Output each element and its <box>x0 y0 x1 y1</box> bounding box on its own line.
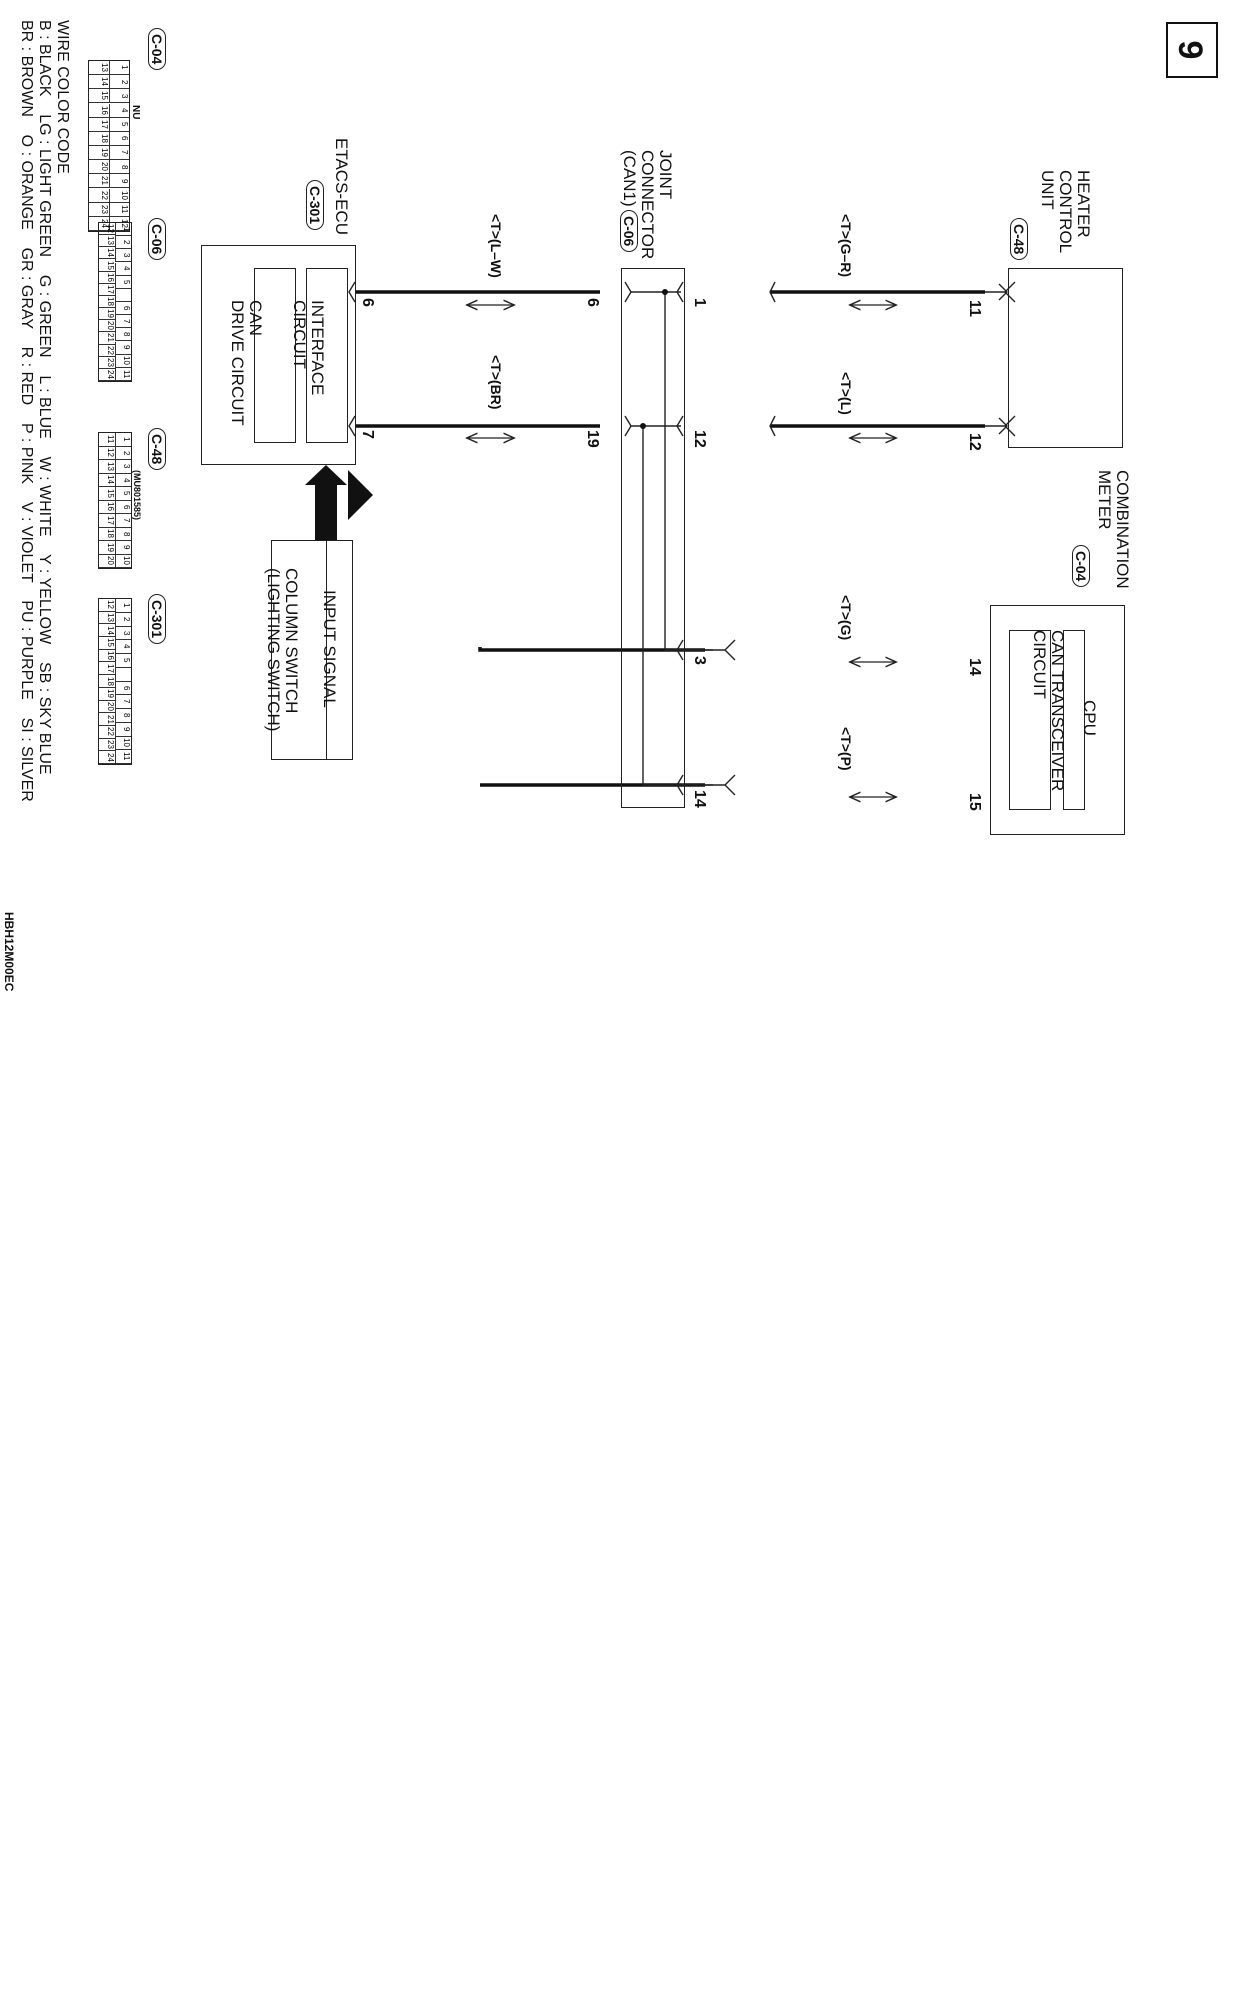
input-title: INPUT SIGNAL <box>320 590 339 708</box>
pin-cell: 10 <box>115 355 131 368</box>
pin-cell: 22 <box>89 189 109 203</box>
joint-name: JOINT CONNECTOR (CAN1) <box>620 150 675 260</box>
meter-pin-a: 14 <box>966 658 983 676</box>
meter-pin-b: 15 <box>966 793 983 811</box>
pin-cell: 6 <box>115 302 131 315</box>
legend-line1: B : BLACK LG : LIGHT GREEN G : GREEN L : BLUE W : WHITE Y : YELLOW SB : SKY BLUE <box>36 20 53 775</box>
signal-heater-a: <T>(G–R) <box>838 214 854 278</box>
pin-cell: 6 <box>115 682 131 696</box>
pin-cell: 18 <box>99 296 115 308</box>
pin-cell: 2 <box>115 236 131 249</box>
pin-cell: 20 <box>99 555 115 569</box>
input-thick-arrowhead <box>305 465 347 485</box>
page-number: 9 <box>1166 22 1218 78</box>
joint-pin-1: 1 <box>691 298 708 307</box>
pin-cell: 15 <box>89 89 109 103</box>
pin-cell: 21 <box>89 174 109 188</box>
heater-connector-tag: C-48 <box>1010 218 1028 260</box>
meter-connector-tag: C-04 <box>1072 545 1090 587</box>
pin-cell: 11 <box>99 433 115 447</box>
pin-cell: 18 <box>99 528 115 542</box>
pin-cell: 4 <box>115 640 131 654</box>
c06-face <box>98 222 132 382</box>
pin-cell: 5 <box>115 654 131 668</box>
pin-cell: 2 <box>109 75 129 89</box>
pin-cell: 10 <box>109 189 129 203</box>
pin-cell: 20 <box>99 701 115 714</box>
pin-cell: 9 <box>115 342 131 355</box>
signal-heater-b: <T>(L) <box>838 372 854 415</box>
pin-cell: 3 <box>115 249 131 262</box>
pin-cell: 19 <box>99 688 115 701</box>
pin-cell: 5 <box>115 487 131 501</box>
pin-cell: 6 <box>115 501 131 515</box>
meter-cpu-label: CPU <box>1080 700 1099 736</box>
signal-meter-b: <T>(P) <box>838 727 854 771</box>
pin-cell: 3 <box>115 460 131 474</box>
pin-cell: 24 <box>99 369 115 381</box>
c04-note: NU <box>130 105 141 120</box>
pin-cell: 22 <box>99 726 115 739</box>
pin-cell: 9 <box>115 541 131 555</box>
pin-cell: 4 <box>109 104 129 118</box>
page-code: HBH12M00EC <box>2 912 16 992</box>
pin-cell: 12 <box>99 447 115 461</box>
joint-pin-14: 14 <box>691 790 708 808</box>
pin-cell: 8 <box>115 528 131 542</box>
joint-connector-tag: C-06 <box>620 210 638 252</box>
pin-cell: 14 <box>89 75 109 89</box>
pin-cell: 8 <box>109 160 129 174</box>
c48-face <box>98 432 132 569</box>
joint-pin-6: 6 <box>584 298 601 307</box>
heater-name: HEATER CONTROL UNIT <box>1038 170 1093 254</box>
pin-cell: 8 <box>115 709 131 723</box>
pin-cell: 22 <box>99 345 115 357</box>
input-text: COLUMN SWITCH (LIGHTING SWITCH) <box>264 568 301 732</box>
pin-cell: 7 <box>115 695 131 709</box>
pin-cell: 8 <box>115 328 131 341</box>
pin-cell: 12 <box>99 599 115 612</box>
pin-cell: 24 <box>99 751 115 764</box>
heater-control-unit-box <box>1008 268 1123 448</box>
legend-title: WIRE COLOR CODE <box>54 20 71 174</box>
pin-cell: 13 <box>99 235 115 247</box>
pin-cell: 12 <box>109 217 129 231</box>
pin-cell: 17 <box>99 662 115 675</box>
pin-cell <box>115 668 131 682</box>
pin-cell: 19 <box>89 146 109 160</box>
pin-cell: 4 <box>115 263 131 276</box>
pin-cell: 15 <box>99 637 115 650</box>
pin-cell: 16 <box>89 104 109 118</box>
input-thick-arrow <box>315 480 337 540</box>
pin-cell: 18 <box>99 675 115 688</box>
pin-cell: 16 <box>99 501 115 515</box>
legend-line2: BR : BROWN O : ORANGE GR : GRAY R : RED P : PINK V : VIOLET PU : PURPLE SI : SILVER <box>18 20 35 802</box>
pin-cell: 7 <box>115 315 131 328</box>
c06-tag: C-06 <box>148 218 166 260</box>
pin-cell: 3 <box>109 89 129 103</box>
meter-can-label: CAN TRANSCEIVER CIRCUIT <box>1030 630 1067 792</box>
c48-note: (MU801585) <box>132 470 142 521</box>
pin-cell: 11 <box>109 203 129 217</box>
heater-pin-b: 12 <box>966 433 983 451</box>
pin-cell: 13 <box>99 612 115 625</box>
heater-pin-a: 11 <box>966 300 983 317</box>
joint-connector-box <box>621 268 685 808</box>
etacs-interface-label: INTERFACE CIRCUIT <box>290 300 327 396</box>
pin-cell: 16 <box>99 650 115 663</box>
pin-cell: 23 <box>99 739 115 752</box>
pin-cell: 9 <box>115 723 131 737</box>
pin-cell: 2 <box>115 447 131 461</box>
pin-cell: 13 <box>99 460 115 474</box>
pin-cell: 20 <box>89 160 109 174</box>
c301-tag: C-301 <box>148 594 166 644</box>
c04-face <box>88 60 130 232</box>
c48-tag: C-48 <box>148 428 166 470</box>
pin-cell: 17 <box>99 514 115 528</box>
pin-cell: 10 <box>115 737 131 751</box>
input-arrow-head <box>348 470 373 520</box>
pin-cell: 4 <box>115 474 131 488</box>
pin-cell: 7 <box>115 514 131 528</box>
pin-cell: 14 <box>99 624 115 637</box>
pin-cell: 21 <box>99 713 115 726</box>
signal-etacs-a: <T>(L–W) <box>488 214 504 278</box>
pin-cell: 19 <box>99 308 115 320</box>
pin-cell: 18 <box>89 132 109 146</box>
pin-cell: 1 <box>115 223 131 236</box>
etacs-pin-b: 7 <box>359 430 376 439</box>
pin-cell: 20 <box>99 320 115 332</box>
pin-cell: 13 <box>89 61 109 75</box>
pin-cell: 15 <box>99 487 115 501</box>
signal-etacs-b: <T>(BR) <box>488 355 504 410</box>
etacs-name: ETACS-ECU <box>332 138 351 235</box>
etacs-pin-a: 6 <box>359 298 376 307</box>
pin-cell: 2 <box>115 613 131 627</box>
pin-cell: 5 <box>115 276 131 289</box>
pin-cell: 16 <box>99 272 115 284</box>
pin-cell: 12 <box>99 223 115 235</box>
pin-cell: 23 <box>89 203 109 217</box>
pin-cell: 1 <box>115 599 131 613</box>
pin-cell: 23 <box>99 357 115 369</box>
pin-cell: 17 <box>89 118 109 132</box>
joint-pin-3: 3 <box>691 656 708 665</box>
pin-cell: 11 <box>115 368 131 381</box>
pin-cell: 24 <box>89 217 109 231</box>
etacs-can-label: CAN DRIVE CIRCUIT <box>228 300 265 426</box>
pin-cell: 14 <box>99 247 115 259</box>
pin-cell: 9 <box>109 174 129 188</box>
pin-cell: 15 <box>99 259 115 271</box>
pin-cell: 14 <box>99 474 115 488</box>
etacs-connector-tag: C-301 <box>306 180 324 230</box>
c301-face <box>98 598 132 765</box>
pin-cell: 6 <box>109 132 129 146</box>
joint-pin-12: 12 <box>691 430 708 448</box>
pin-cell: 7 <box>109 146 129 160</box>
pin-cell: 1 <box>109 61 129 75</box>
c04-tag: C-04 <box>148 28 166 70</box>
pin-cell: 10 <box>115 555 131 569</box>
joint-pin-19: 19 <box>584 430 601 448</box>
signal-meter-a: <T>(G) <box>838 595 854 641</box>
pin-cell: 17 <box>99 284 115 296</box>
meter-name: COMBINATION METER <box>1095 470 1132 589</box>
pin-cell <box>115 289 131 302</box>
pin-cell: 21 <box>99 332 115 344</box>
pin-cell: 19 <box>99 541 115 555</box>
pin-cell: 5 <box>109 118 129 132</box>
pin-cell: 1 <box>115 433 131 447</box>
pin-cell: 11 <box>115 750 131 764</box>
pin-cell: 3 <box>115 627 131 641</box>
